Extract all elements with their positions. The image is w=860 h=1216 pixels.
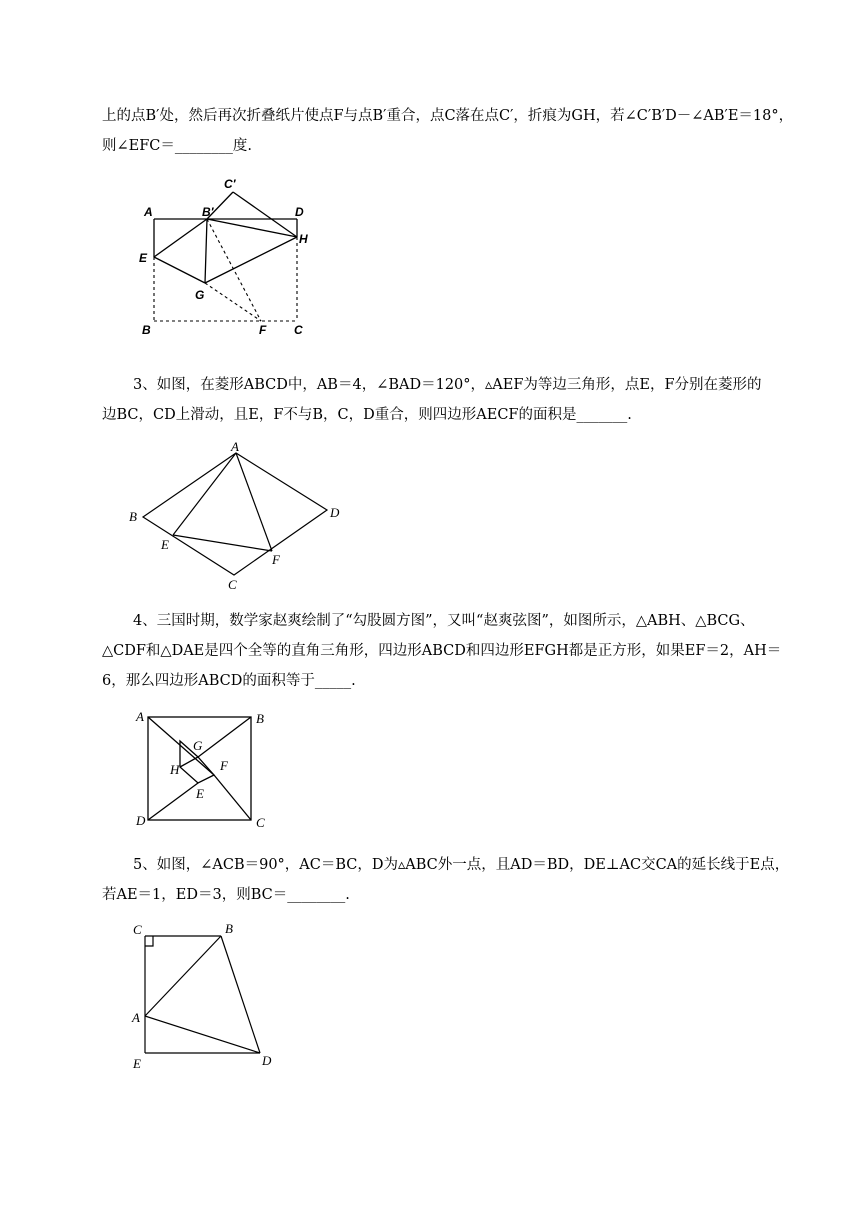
q4-text-line-2: △CDF和△DAE是四个全等的直角三角形，四边形ABCD和四边形EFGH都是正方形，如果EF＝2，AH＝ bbox=[102, 643, 782, 659]
q3-label-d: D bbox=[330, 505, 340, 520]
q4-label-a: A bbox=[136, 709, 144, 724]
q2-text-line-1: 上的点B′处，然后再次折叠纸片使点F与点B′重合，点C落在点C′，折痕为GH，若∠C′B′D－∠AB′E＝18°， bbox=[102, 108, 794, 124]
q4-label-e: E bbox=[196, 786, 204, 801]
q4-label-d: D bbox=[136, 813, 146, 828]
q3-label-e: E bbox=[161, 537, 169, 552]
q2-label-h: H bbox=[299, 232, 308, 246]
q4-label-c: C bbox=[256, 815, 265, 830]
q4-text-line-1: 4、三国时期，数学家赵爽绘制了“勾股圆方图”，又叫“赵爽弦图”，如图所示，△ABH、△BCG、 bbox=[133, 613, 755, 629]
q2-label-d: D bbox=[295, 205, 304, 219]
q3-label-f: F bbox=[272, 552, 280, 567]
q2-text-line-2: 则∠EFC＝________度. bbox=[102, 138, 252, 154]
q3-label-c: C bbox=[228, 577, 237, 592]
q4-label-h: H bbox=[170, 762, 180, 777]
q4-text-line-3: 6，那么四边形ABCD的面积等于_____. bbox=[102, 673, 356, 689]
q2-label-a: A bbox=[144, 205, 153, 219]
q2-label-g: G bbox=[195, 288, 205, 302]
q3-label-b: B bbox=[129, 509, 137, 524]
q3-text-line-2: 边BC，CD上滑动，且E，F不与B，C，D重合，则四边形AECF的面积是_______. bbox=[102, 407, 632, 423]
q3-label-a: A bbox=[231, 439, 239, 454]
q2-label-b-prime: B′ bbox=[202, 205, 214, 219]
q5-label-e: E bbox=[133, 1056, 141, 1071]
q4-label-b: B bbox=[256, 711, 264, 726]
q4-label-g: G bbox=[193, 738, 203, 753]
q2-label-c: C bbox=[294, 323, 303, 337]
q5-label-c: C bbox=[133, 922, 142, 937]
q2-figure bbox=[128, 172, 318, 342]
q2-label-e: E bbox=[139, 251, 148, 265]
q5-text-line-2: 若AE＝1，ED＝3，则BC＝________. bbox=[102, 887, 350, 903]
q5-text-line-1: 5、如图，∠ACB＝90°，AC＝BC，D为▵ABC外一点，且AD＝BD，DE⊥AC交CA的延长线于E点， bbox=[133, 857, 790, 873]
q2-label-b: B bbox=[142, 323, 151, 337]
q4-figure bbox=[128, 703, 278, 833]
q2-label-c-prime: C′ bbox=[224, 177, 236, 191]
q5-figure bbox=[125, 918, 285, 1078]
q5-label-b: B bbox=[225, 921, 233, 936]
q5-label-d: D bbox=[262, 1053, 272, 1068]
q3-figure bbox=[125, 437, 355, 597]
q3-text-line-1: 3、如图，在菱形ABCD中，AB＝4，∠BAD＝120°，▵AEF为等边三角形，点E，F分别在菱形的 bbox=[133, 377, 762, 393]
q4-label-f: F bbox=[220, 758, 228, 773]
q2-label-f: F bbox=[259, 323, 267, 337]
q5-label-a: A bbox=[132, 1010, 140, 1025]
